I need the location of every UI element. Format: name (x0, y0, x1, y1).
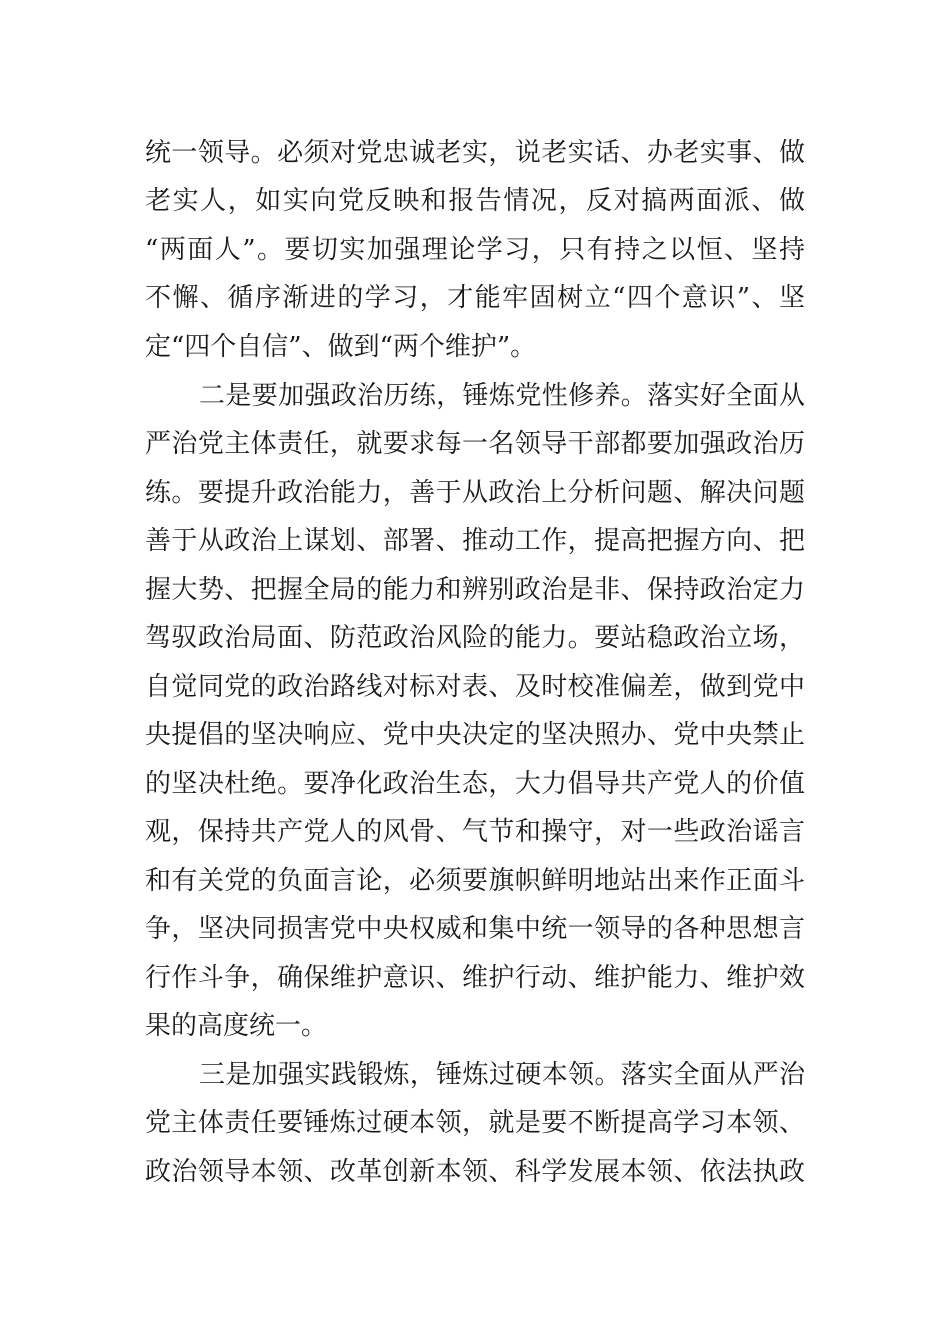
text-line: 的坚决杜绝。要净化政治生态，大力倡导共产党人的价值 (145, 769, 805, 799)
text-line: 严治党主体责任，就要求每一名领导干部都要加强政治历 (145, 429, 805, 459)
text-line: 党主体责任要锤炼过硬本领，就是要不断提高学习本领、 (145, 1108, 805, 1138)
text-line: 行作斗争，确保维护意识、维护行动、维护能力、维护效 (145, 963, 805, 993)
text-line: 老实人，如实向党反映和报告情况，反对搞两面派、做 (145, 186, 805, 216)
text-line: “两面人”。要切实加强理论学习，只有持之以恒、坚持 (145, 235, 805, 265)
paragraph-heading-line: 二是要加强政治历练，锤炼党性修养。落实好全面从 (199, 381, 805, 411)
paragraph-heading-line: 三是加强实践锻炼，锤炼过硬本领。落实全面从严治 (199, 1060, 805, 1090)
text-line: 观，保持共产党人的风骨、气节和操守，对一些政治谣言 (145, 817, 805, 847)
text-line: 不懈、循序渐进的学习，才能牢固树立“四个意识”、坚 (145, 283, 805, 313)
text-line: 练。要提升政治能力，善于从政治上分析问题、解决问题 (145, 478, 805, 508)
text-line: 自觉同党的政治路线对标对表、及时校准偏差，做到党中 (145, 672, 805, 702)
text-line: 果的高度统一。 (145, 1011, 328, 1041)
text-line: 统一领导。必须对党忠诚老实，说老实话、办老实事、做 (145, 138, 805, 168)
text-line: 央提倡的坚决响应、党中央决定的坚决照办、党中央禁止 (145, 720, 805, 750)
text-line: 和有关党的负面言论，必须要旗帜鲜明地站出来作正面斗 (145, 866, 805, 896)
text-line: 定“四个自信”、做到“两个维护”。 (145, 332, 537, 362)
text-line: 善于从政治上谋划、部署、推动工作，提高把握方向、把 (145, 526, 805, 556)
text-line: 政治领导本领、改革创新本领、科学发展本领、依法执政 (145, 1157, 805, 1187)
text-line: 驾驭政治局面、防范政治风险的能力。要站稳政治立场， (145, 623, 805, 653)
text-line: 握大势、把握全局的能力和辨别政治是非、保持政治定力 (145, 575, 805, 605)
text-line: 争，坚决同损害党中央权威和集中统一领导的各种思想言 (145, 914, 805, 944)
